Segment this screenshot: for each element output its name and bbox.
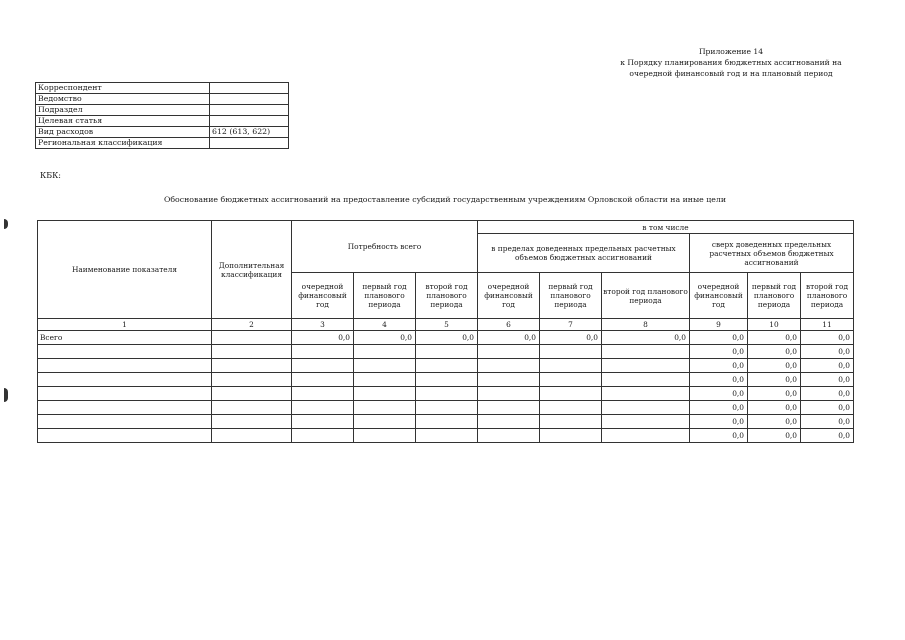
table-row: [38, 429, 854, 443]
row-classification: [212, 429, 292, 443]
subheader-cell: первый год планового периода: [354, 273, 416, 319]
value-cell: [292, 415, 354, 429]
value-cell: 0,0: [748, 373, 801, 387]
column-number: 3: [292, 319, 354, 331]
column-number: 6: [478, 319, 540, 331]
value-cell: 0,0: [540, 331, 602, 345]
value-cell: [602, 345, 690, 359]
value-cell: [416, 373, 478, 387]
value-cell: [292, 373, 354, 387]
row-name: [38, 359, 212, 373]
column-number: 8: [602, 319, 690, 331]
header-name: Наименование показателя: [38, 221, 212, 319]
value-cell: 0,0: [748, 429, 801, 443]
meta-value: [210, 105, 289, 116]
column-number-row: [38, 319, 854, 331]
meta-label: Подраздел: [36, 105, 210, 116]
column-number: 10: [748, 319, 801, 331]
value-cell: 0,0: [748, 331, 801, 345]
value-cell: 0,0: [748, 401, 801, 415]
meta-value: 612 (613, 622): [210, 127, 289, 138]
value-cell: [478, 429, 540, 443]
meta-value: [210, 138, 289, 149]
appendix-header: [596, 46, 866, 79]
scan-edge-mark-top: [4, 219, 8, 229]
value-cell: 0,0: [801, 415, 854, 429]
value-cell: 0,0: [690, 373, 748, 387]
value-cell: 0,0: [801, 387, 854, 401]
meta-value: [210, 83, 289, 94]
value-cell: [354, 373, 416, 387]
column-number: 5: [416, 319, 478, 331]
meta-label: Вид расходов: [36, 127, 210, 138]
meta-value: [210, 116, 289, 127]
value-cell: 0,0: [801, 401, 854, 415]
value-cell: [354, 415, 416, 429]
table-row: [38, 373, 854, 387]
value-cell: 0,0: [801, 331, 854, 345]
header-row-1: [38, 221, 854, 234]
value-cell: [602, 387, 690, 401]
subheader-cell: второй год планового периода: [801, 273, 854, 319]
value-cell: 0,0: [354, 331, 416, 345]
value-cell: 0,0: [690, 359, 748, 373]
value-cell: [292, 429, 354, 443]
value-cell: [602, 359, 690, 373]
subheader-cell: очередной финансовый год: [690, 273, 748, 319]
value-cell: [478, 359, 540, 373]
subsidy-table: [37, 220, 854, 443]
value-cell: 0,0: [602, 331, 690, 345]
value-cell: [478, 387, 540, 401]
scan-edge-mark-bottom: [4, 388, 8, 402]
value-cell: [540, 373, 602, 387]
header-need-total: Потребность всего: [292, 221, 478, 273]
column-number: 4: [354, 319, 416, 331]
value-cell: [478, 401, 540, 415]
value-cell: [540, 401, 602, 415]
appendix-line-3: очередной финансовый год и на плановый период: [629, 69, 833, 78]
appendix-line-2: к Порядку планирования бюджетных ассигнований на: [620, 58, 842, 67]
column-number: 9: [690, 319, 748, 331]
value-cell: [602, 401, 690, 415]
meta-label: Целевая статья: [36, 116, 210, 127]
value-cell: 0,0: [292, 331, 354, 345]
column-number: 2: [212, 319, 292, 331]
value-cell: [416, 415, 478, 429]
meta-value: [210, 94, 289, 105]
row-name: Всего: [38, 331, 212, 345]
value-cell: [354, 429, 416, 443]
kbk-label: КБК:: [40, 171, 61, 180]
value-cell: 0,0: [690, 345, 748, 359]
value-cell: 0,0: [416, 331, 478, 345]
header-beyond-limits: сверх доведенных предельных расчетных объемов бюджетных ассигнований: [690, 234, 854, 273]
value-cell: 0,0: [801, 373, 854, 387]
value-cell: [602, 373, 690, 387]
value-cell: 0,0: [690, 415, 748, 429]
subheader-cell: второй год планового периода: [416, 273, 478, 319]
table-row: [38, 331, 854, 345]
value-cell: [540, 429, 602, 443]
row-classification: [212, 415, 292, 429]
value-cell: [354, 345, 416, 359]
value-cell: [540, 387, 602, 401]
document-title: Обоснование бюджетных ассигнований на предоставление субсидий государственным учреждениям Орловской области на иные цели: [163, 195, 727, 204]
header-including: в том числе: [478, 221, 854, 234]
value-cell: 0,0: [801, 345, 854, 359]
value-cell: [416, 359, 478, 373]
row-name: [38, 345, 212, 359]
header-classification: Дополнительная классификация: [212, 221, 292, 319]
value-cell: [416, 345, 478, 359]
header-within-limits: в пределах доведенных предельных расчетных объемов бюджетных ассигнований: [478, 234, 690, 273]
appendix-line-1: Приложение 14: [698, 47, 764, 56]
meta-row: [36, 83, 289, 94]
meta-row: [36, 94, 289, 105]
value-cell: 0,0: [690, 331, 748, 345]
meta-row: [36, 127, 289, 138]
subheader-cell: первый год планового периода: [748, 273, 801, 319]
row-classification: [212, 373, 292, 387]
value-cell: [478, 345, 540, 359]
subheader-cell: очередной финансовый год: [478, 273, 540, 319]
meta-label: Региональная классификация: [36, 138, 210, 149]
subheader-cell: очередной финансовый год: [292, 273, 354, 319]
value-cell: [292, 387, 354, 401]
column-number: 11: [801, 319, 854, 331]
value-cell: 0,0: [801, 359, 854, 373]
value-cell: 0,0: [478, 331, 540, 345]
value-cell: 0,0: [748, 387, 801, 401]
value-cell: 0,0: [748, 359, 801, 373]
value-cell: 0,0: [690, 387, 748, 401]
row-name: [38, 373, 212, 387]
value-cell: [354, 359, 416, 373]
meta-label: Ведомство: [36, 94, 210, 105]
row-classification: [212, 387, 292, 401]
value-cell: [416, 387, 478, 401]
meta-row: [36, 138, 289, 149]
row-name: [38, 387, 212, 401]
column-number: 7: [540, 319, 602, 331]
value-cell: 0,0: [690, 429, 748, 443]
value-cell: [416, 429, 478, 443]
value-cell: 0,0: [690, 401, 748, 415]
value-cell: [416, 401, 478, 415]
meta-row: [36, 105, 289, 116]
value-cell: 0,0: [801, 429, 854, 443]
row-classification: [212, 401, 292, 415]
value-cell: [354, 387, 416, 401]
row-classification: [212, 331, 292, 345]
value-cell: [540, 345, 602, 359]
value-cell: [602, 429, 690, 443]
row-name: [38, 415, 212, 429]
value-cell: [354, 401, 416, 415]
row-name: [38, 401, 212, 415]
subheader-cell: второй год планового периода: [602, 273, 690, 319]
column-number: 1: [38, 319, 212, 331]
value-cell: [292, 359, 354, 373]
value-cell: [540, 415, 602, 429]
value-cell: [478, 415, 540, 429]
value-cell: [292, 401, 354, 415]
value-cell: [540, 359, 602, 373]
value-cell: 0,0: [748, 415, 801, 429]
table-row: [38, 401, 854, 415]
meta-row: [36, 116, 289, 127]
row-classification: [212, 345, 292, 359]
table-row: [38, 345, 854, 359]
value-cell: [478, 373, 540, 387]
row-classification: [212, 359, 292, 373]
meta-label: Корреспондент: [36, 83, 210, 94]
table-row: [38, 415, 854, 429]
value-cell: 0,0: [748, 345, 801, 359]
value-cell: [602, 415, 690, 429]
row-name: [38, 429, 212, 443]
subheader-cell: первый год планового периода: [540, 273, 602, 319]
classification-table: [35, 82, 289, 149]
value-cell: [292, 345, 354, 359]
table-row: [38, 387, 854, 401]
table-row: [38, 359, 854, 373]
